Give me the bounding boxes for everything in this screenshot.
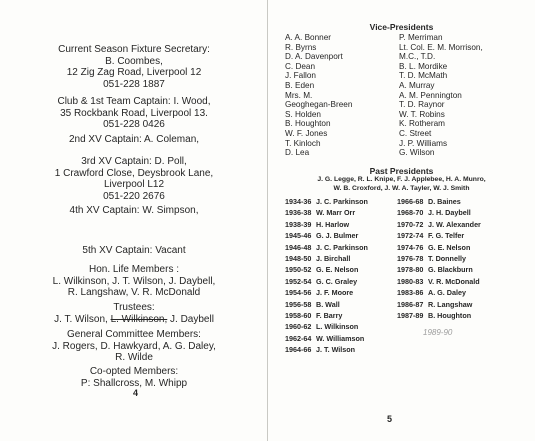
past-president-years: 1958-60 — [285, 311, 312, 321]
coopted-line1: P: Shallcross, M. Whipp — [80, 377, 188, 389]
vice-president-name: J. P. Williams — [399, 138, 448, 148]
vice-president-name: A. Murray — [399, 80, 435, 90]
trustees-block — [0, 302, 268, 325]
vice-president-name: B. L. Mordike — [399, 61, 448, 71]
past-president-row — [397, 287, 481, 298]
past-president-name: F. G. Telfer — [428, 231, 465, 241]
past-president-years: 1964-66 — [285, 345, 312, 355]
third-xv-address2: Liverpool L12 — [103, 179, 165, 190]
fifth-xv-captain: 5th XV Captain: Vacant — [82, 245, 186, 256]
past-president-years: 1952-54 — [285, 276, 312, 286]
vice-president-name: C. Dean — [285, 61, 316, 71]
vice-president-name: D. Lea — [285, 148, 310, 158]
past-president-years: 1987-89 — [397, 311, 424, 321]
right-page — [268, 0, 535, 441]
past-president-name: B. Wall — [316, 299, 340, 309]
past-president-years: 1986-87 — [397, 299, 424, 309]
vice-president-name: A. M. Pennington — [399, 90, 462, 100]
past-president-years: 1956-58 — [285, 299, 312, 309]
past-president-row — [285, 207, 368, 218]
past-president-name: R. Langshaw — [428, 299, 473, 309]
vice-president-name: A. A. Bonner — [285, 33, 331, 42]
third-xv-block — [0, 156, 268, 202]
past-president-years: 1938-39 — [285, 219, 312, 229]
past-president-row — [397, 230, 481, 241]
vice-president-name: W. F. Jones — [285, 128, 328, 138]
trustee-struck-name: L. Wilkinson, — [110, 313, 168, 325]
past-presidents-title: Past Presidents — [369, 166, 434, 176]
fixture-secretary-address: 12 Zig Zag Road, Liverpool 12 — [66, 67, 202, 78]
trustee-name: J. T. Wilson, — [54, 313, 108, 325]
past-president-years: 1936-38 — [285, 208, 312, 218]
handwritten-note: 1989-90 — [423, 328, 453, 337]
hon-life-members-line1: L. Wilkinson, J. T. Wilson, J. Daybell, — [52, 275, 216, 287]
vice-president-name: Mrs. M. — [285, 90, 313, 100]
club-captain-phone: 051-228 0426 — [103, 119, 165, 130]
past-president-years: 1962-64 — [285, 333, 312, 343]
past-president-years: 1934-36 — [285, 197, 312, 206]
past-president-years: 1960-62 — [285, 322, 312, 332]
past-president-name: J. H. Daybell — [428, 208, 471, 218]
past-presidents-names-line: W. B. Croxford, J. W. A. Tayler, W. J. Smith — [333, 184, 470, 192]
past-president-row — [285, 276, 368, 287]
past-president-row — [285, 242, 368, 253]
past-president-row — [285, 333, 368, 344]
committee-line2: R. Wilde — [115, 352, 153, 363]
past-president-years: 1978-80 — [397, 265, 424, 275]
past-president-years: 1966-68 — [397, 197, 424, 206]
fixture-secretary-block — [0, 44, 268, 90]
vice-president-name: C. Street — [399, 128, 432, 138]
vice-president-name: T. D. McMath — [399, 71, 448, 81]
past-president-years: 1972-74 — [397, 231, 424, 241]
vice-president-name: Lt. Col. E. M. Morrison, — [399, 42, 483, 52]
past-president-row — [285, 253, 368, 264]
past-president-row — [397, 219, 481, 230]
past-president-row — [397, 207, 481, 218]
vice-president-name: G. Wilson — [399, 148, 435, 158]
second-xv-captain: 2nd XV Captain: A. Coleman, — [68, 134, 200, 145]
past-presidents-right-column — [397, 196, 481, 321]
vice-president-name: K. Rotheram — [399, 119, 445, 129]
past-president-years: 1948-50 — [285, 254, 312, 264]
vice-president-name: B. Houghton — [285, 119, 331, 129]
hon-life-members-line2: R. Langshaw, V. R. McDonald — [67, 287, 201, 298]
third-xv-address1: 1 Crawford Close, Deysbrook Lane, — [54, 167, 214, 179]
vice-president-name: W. T. Robins — [399, 109, 445, 119]
vice-president-name: M.C., T.D. — [399, 52, 436, 62]
past-president-name: J. C. Parkinson — [316, 197, 368, 206]
past-president-row — [397, 276, 481, 287]
past-president-name: W. Marr Orr — [316, 208, 356, 218]
past-president-years: 1954-56 — [285, 288, 312, 298]
trustees-line — [0, 314, 268, 326]
past-president-row — [285, 321, 368, 332]
vice-president-name: B. Eden — [285, 80, 315, 90]
club-captain-block — [0, 96, 268, 131]
past-president-years: 1968-70 — [397, 208, 424, 218]
hon-life-members-block — [0, 264, 268, 299]
vice-president-name: P. Merriman — [399, 33, 443, 42]
fixture-secretary-phone: 051-228 1887 — [103, 78, 165, 90]
club-captain-address: 35 Rockbank Road, Liverpool 13. — [60, 107, 208, 119]
coopted-title: Co-opted Members: — [89, 366, 179, 377]
vice-president-name: Geoghegan-Breen — [285, 100, 353, 110]
committee-title: General Committee Members: — [67, 329, 201, 340]
past-president-name: H. Harlow — [316, 219, 350, 229]
past-president-row — [285, 230, 368, 241]
past-president-years: 1945-46 — [285, 231, 312, 241]
past-president-years: 1950-52 — [285, 265, 312, 275]
coopted-block — [0, 366, 268, 389]
past-president-name: G. Blackburn — [428, 265, 473, 275]
vice-president-name: D. A. Davenport — [285, 52, 343, 62]
past-president-name: J. F. Moore — [316, 288, 354, 298]
past-president-name: B. Houghton — [428, 311, 472, 321]
third-xv-captain: 3rd XV Captain: D. Poll, — [81, 156, 187, 167]
vice-presidents-left-column — [285, 33, 352, 158]
past-presidents-names — [268, 176, 535, 193]
past-president-name: V. R. McDonald — [428, 276, 480, 286]
past-president-row — [397, 310, 481, 321]
past-president-row — [285, 196, 368, 207]
past-presidents-left-column — [285, 196, 368, 356]
past-president-years: 1974-76 — [397, 242, 424, 252]
past-president-row — [397, 242, 481, 253]
past-president-name: F. Barry — [316, 311, 343, 321]
past-president-years: 1946-48 — [285, 242, 312, 252]
third-xv-phone: 051-220 2676 — [103, 190, 165, 202]
past-president-row — [285, 299, 368, 310]
committee-line1: J. Rogers, D. Hawkyard, A. G. Daley, — [52, 340, 216, 352]
past-president-name: W. Williamson — [316, 333, 365, 343]
vice-presidents-right-column — [399, 33, 483, 158]
committee-block — [0, 329, 268, 364]
past-president-name: J. W. Alexander — [428, 219, 481, 229]
past-president-years: 1970-72 — [397, 219, 424, 229]
past-president-years: 1983-86 — [397, 288, 424, 298]
past-president-row — [397, 264, 481, 275]
trustee-name-last: J. Daybell — [170, 313, 214, 325]
past-president-name: J. Birchall — [316, 254, 351, 264]
fixture-secretary-name: B. Coombes, — [105, 55, 163, 67]
vice-president-name: T. D. Raynor — [399, 100, 445, 110]
page-number-left: 4 — [133, 388, 139, 398]
past-president-name: T. Donnelly — [428, 254, 466, 264]
past-president-name: J. C. Parkinson — [316, 242, 368, 252]
past-president-row — [285, 287, 368, 298]
past-president-row — [285, 264, 368, 275]
past-president-name: L. Wilkinson — [316, 322, 359, 332]
vice-president-name: T. Kinloch — [285, 138, 321, 148]
fixture-secretary-title: Current Season Fixture Secretary: — [58, 44, 210, 55]
page-number-right: 5 — [387, 414, 393, 424]
vice-president-name: S. Holden — [285, 109, 321, 119]
past-presidents-names-line: J. G. Legge, R. L. Knipe, F. J. Applebee, H. A. Munro, — [317, 176, 486, 183]
past-president-row — [285, 344, 368, 355]
past-president-name: D. Baines — [428, 197, 461, 206]
vice-president-name: R. Byrns — [285, 42, 317, 52]
vice-presidents-title: Vice-Presidents — [369, 22, 434, 32]
past-president-name: G. C. Graley — [316, 276, 358, 286]
past-president-row — [397, 196, 481, 207]
trustees-title: Trustees: — [113, 302, 155, 313]
past-president-name: A. G. Daley — [428, 288, 466, 298]
past-president-row — [285, 310, 368, 321]
fourth-xv-captain: 4th XV Captain: W. Simpson, — [69, 205, 199, 216]
past-president-row — [397, 299, 481, 310]
past-president-name: G. E. Nelson — [428, 242, 471, 252]
hon-life-members-title: Hon. Life Members : — [88, 264, 180, 275]
past-president-name: J. T. Wilson — [316, 345, 356, 355]
past-president-name: G. J. Bulmer — [316, 231, 359, 241]
club-captain-line: Club & 1st Team Captain: I. Wood, — [57, 96, 211, 107]
past-president-years: 1980-83 — [397, 276, 424, 286]
past-president-name: G. E. Nelson — [316, 265, 359, 275]
past-president-years: 1976-78 — [397, 254, 424, 264]
past-president-row — [397, 253, 481, 264]
past-president-row — [285, 219, 368, 230]
vice-president-name: J. Fallon — [285, 71, 316, 81]
